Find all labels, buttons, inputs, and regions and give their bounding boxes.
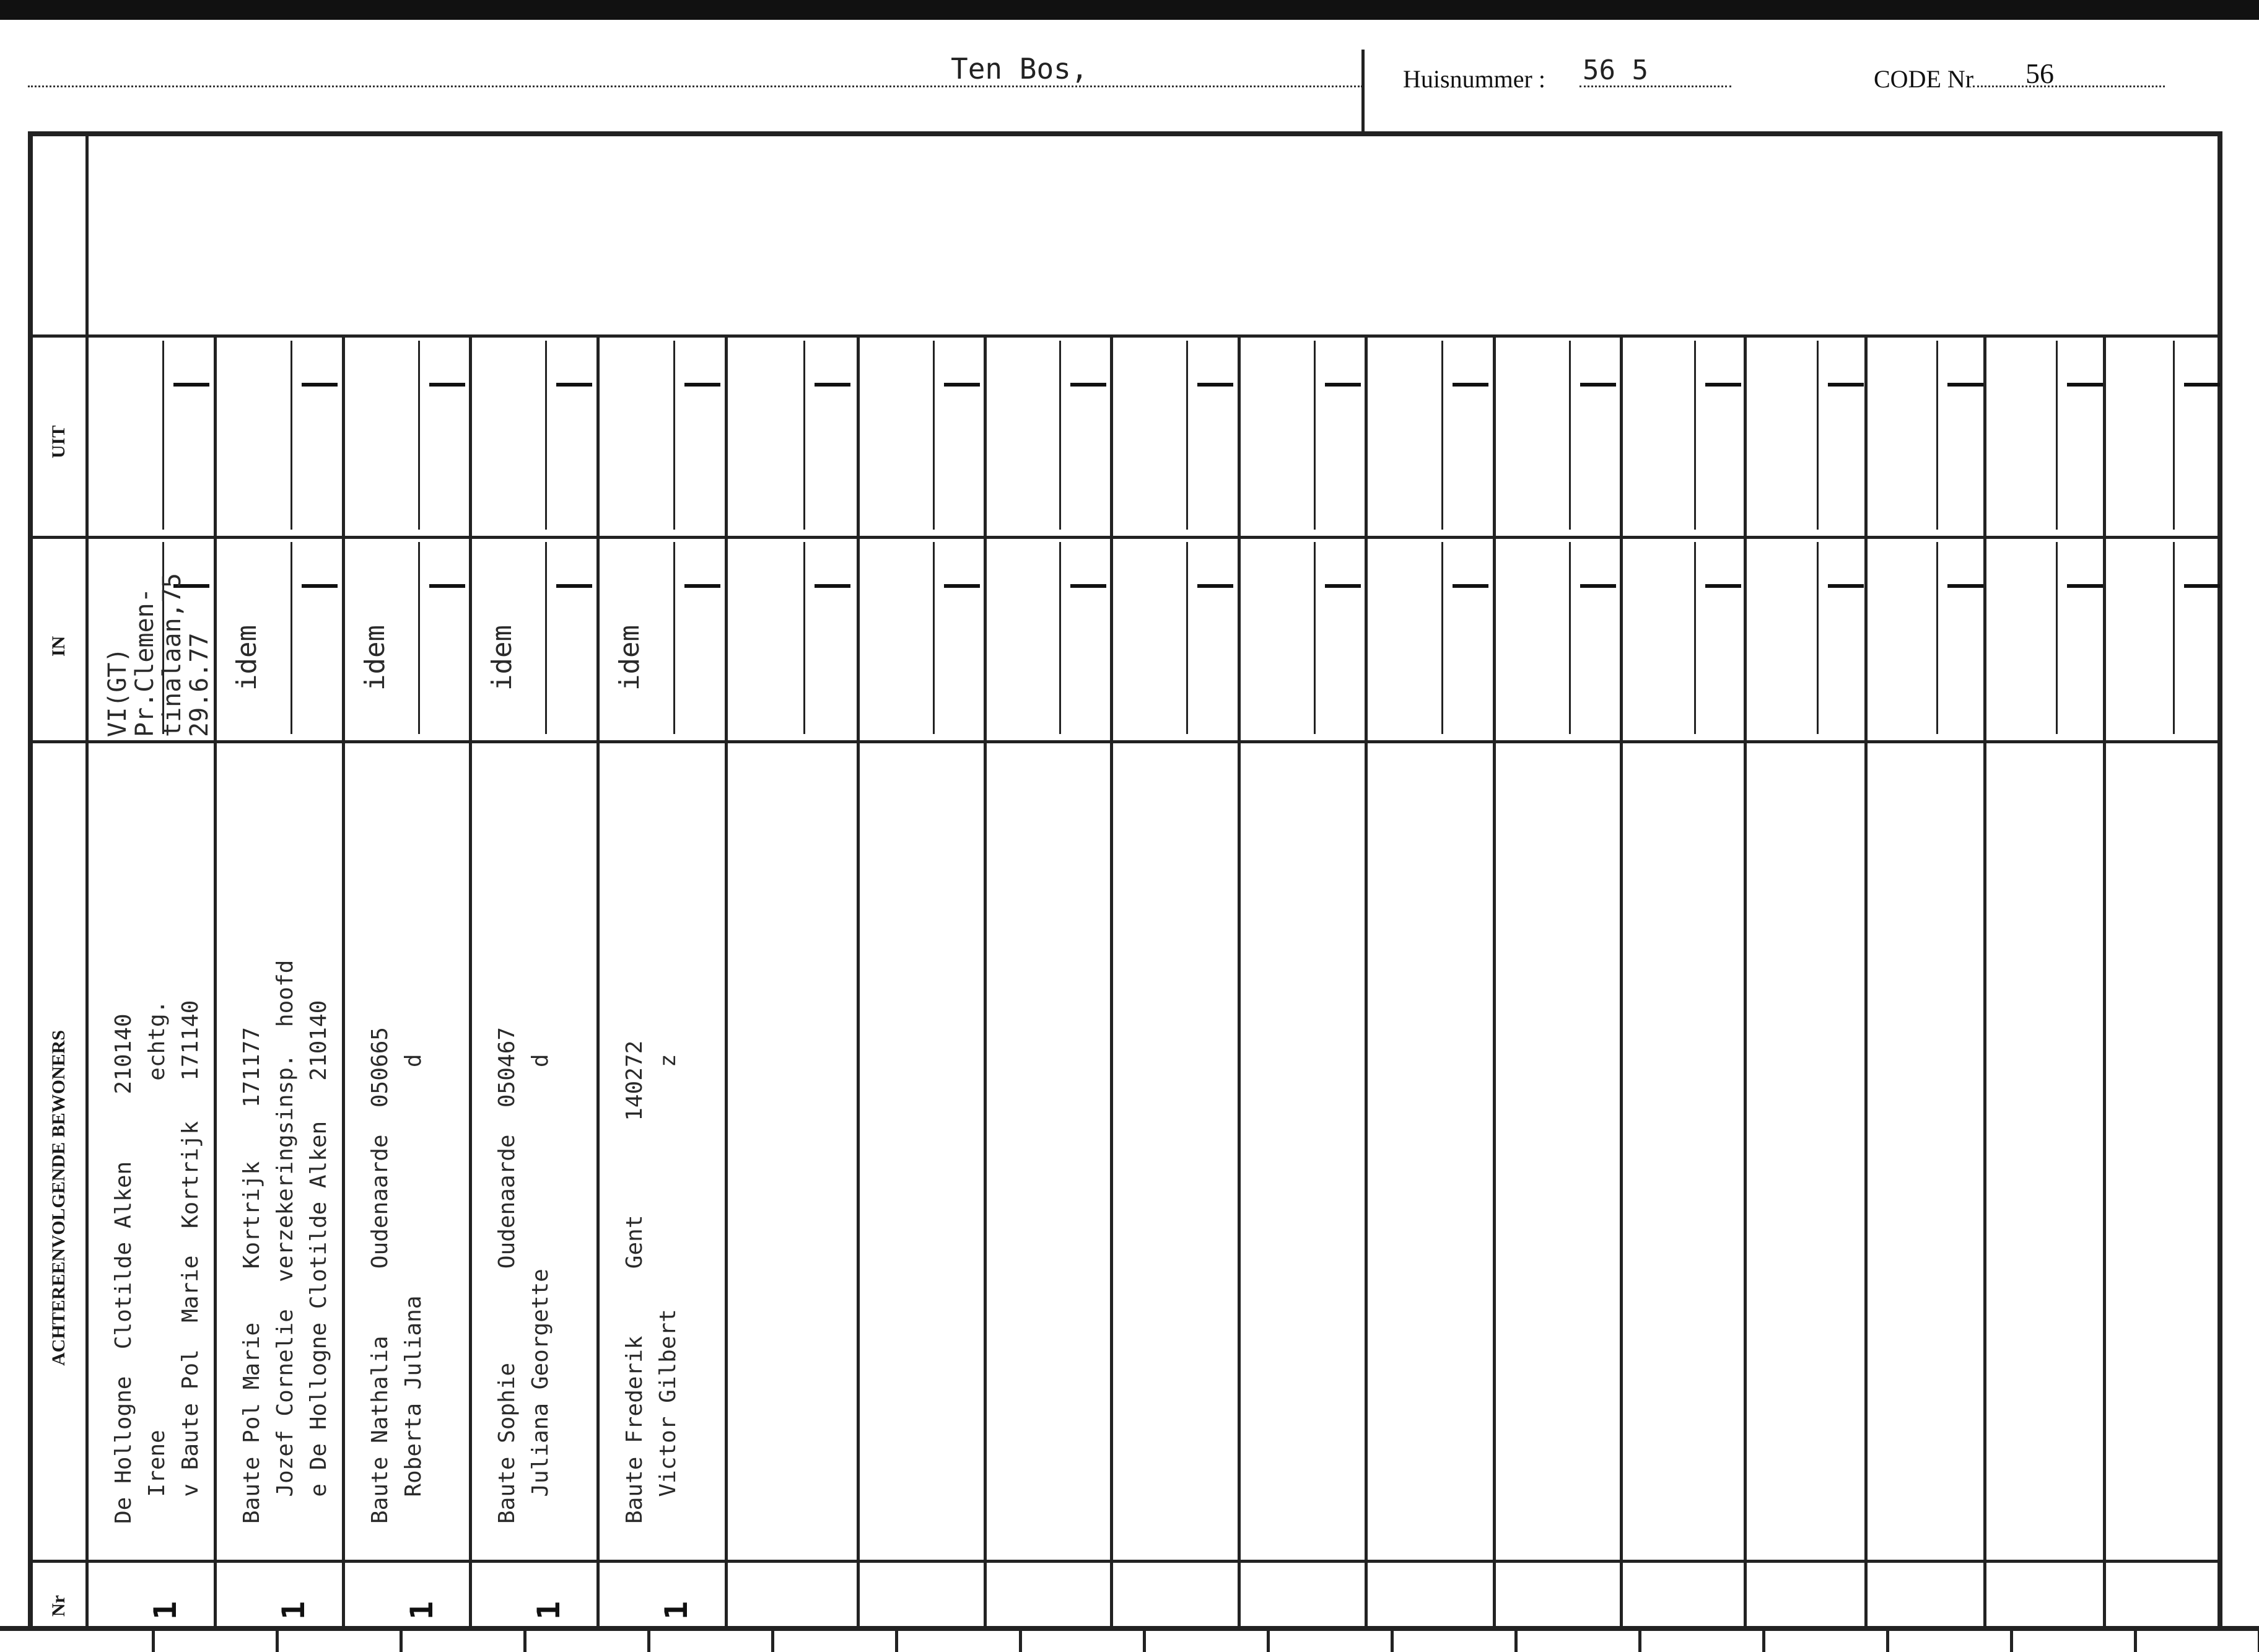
uit-subcell-divider xyxy=(1314,341,1316,530)
entry-in-line: idem xyxy=(614,625,645,691)
in-dash-mark xyxy=(2067,584,2103,588)
uit-subcell-divider xyxy=(1569,341,1571,530)
entry-bewoner-text xyxy=(364,1027,430,1524)
entry-bewoner-line: Irene echtg. xyxy=(144,1000,170,1524)
entry-bewoner-line: Baute Sophie Oudenaarde 050467 xyxy=(494,1027,520,1524)
uit-subcell-divider xyxy=(803,341,805,530)
column-divider xyxy=(984,334,987,1628)
uit-dash-mark xyxy=(1828,383,1864,387)
entry-in-text xyxy=(232,625,262,691)
entry-bewoner-text xyxy=(107,1000,208,1524)
bottom-tick-mark xyxy=(1514,1628,1518,1652)
entry-bewoner-line: Jozef Cornelie verzekeringsinsp. hoofd xyxy=(273,959,298,1524)
uit-dash-mark xyxy=(684,383,720,387)
column-divider xyxy=(1864,334,1868,1628)
entry-bewoner-line: v Baute Pol Marie Kortrijk 171140 xyxy=(178,1000,203,1524)
column-divider xyxy=(1110,334,1113,1628)
in-dash-mark xyxy=(1325,584,1361,588)
huisnummer-label: Huisnummer : xyxy=(1403,65,1545,93)
in-dash-mark xyxy=(302,584,338,588)
in-dash-mark xyxy=(1828,584,1864,588)
in-subcell-divider xyxy=(1817,542,1819,734)
code-label: CODE Nr xyxy=(1874,65,1974,93)
bottom-tick-mark xyxy=(1391,1628,1394,1652)
uit-subcell-divider xyxy=(1936,341,1938,530)
uit-subcell-divider xyxy=(291,341,292,530)
uit-subcell-divider xyxy=(2173,341,2175,530)
entry-in-line: tinalaan,75 xyxy=(158,573,186,737)
column-divider xyxy=(2103,334,2106,1628)
in-dash-mark xyxy=(1197,584,1233,588)
in-subcell-divider xyxy=(2056,542,2058,734)
in-subcell-divider xyxy=(1694,542,1696,734)
in-subcell-divider xyxy=(1059,542,1061,734)
bottom-tick-mark xyxy=(771,1628,774,1652)
entry-nr: 1 xyxy=(404,1601,440,1620)
row-divider-uit xyxy=(28,334,2221,338)
entry-bewoner-text xyxy=(235,960,336,1524)
bottom-tick-mark xyxy=(1638,1628,1641,1652)
in-row-label: IN xyxy=(48,636,69,657)
column-divider xyxy=(1365,334,1368,1628)
entry-in-line: Pr.Clemen- xyxy=(131,588,159,737)
in-subcell-divider xyxy=(1314,542,1316,734)
entry-in-line: idem xyxy=(486,625,518,691)
table-left-border xyxy=(28,131,33,1629)
bottom-tick-mark xyxy=(2134,1628,2137,1652)
code-value: 56 xyxy=(2025,58,2054,89)
in-dash-mark xyxy=(1947,584,1983,588)
row-divider-nr xyxy=(28,1560,2221,1563)
uit-dash-mark xyxy=(302,383,338,387)
entry-in-line: 29.6.77 xyxy=(185,632,214,737)
column-divider xyxy=(1493,334,1496,1628)
bottom-tick-mark xyxy=(2010,1628,2013,1652)
entry-bewoner-line: Roberta Juliana d xyxy=(401,1054,426,1524)
column-divider xyxy=(342,334,345,1628)
entry-bewoner-line: Baute Frederik Gent 140272 xyxy=(622,1040,647,1524)
top-scan-edge xyxy=(0,0,2259,20)
uit-subcell-divider xyxy=(545,341,547,530)
uit-dash-mark xyxy=(1947,383,1983,387)
entry-nr: 1 xyxy=(276,1601,312,1620)
column-divider xyxy=(1744,334,1747,1628)
code-dotted-line xyxy=(1973,85,2165,87)
entry-in-text xyxy=(487,625,517,691)
uit-dash-mark xyxy=(429,383,465,387)
entry-in-text xyxy=(615,625,645,691)
column-divider xyxy=(596,334,600,1628)
entry-bewoner-line: Juliana Georgette d xyxy=(528,1054,553,1524)
in-dash-mark xyxy=(2184,584,2220,588)
entry-in-line: idem xyxy=(359,625,391,691)
entry-nr: 1 xyxy=(147,1601,183,1620)
entry-bewoner-line: Baute Pol Marie Kortrijk 171177 xyxy=(239,1027,264,1524)
entry-in-line: idem xyxy=(231,625,263,691)
uit-subcell-divider xyxy=(1441,341,1443,530)
table-right-border xyxy=(2217,131,2222,1629)
in-dash-mark xyxy=(1580,584,1616,588)
uit-subcell-divider xyxy=(1694,341,1696,530)
in-dash-mark xyxy=(429,584,465,588)
header-divider xyxy=(1361,50,1365,133)
in-subcell-divider xyxy=(545,542,547,734)
table-bottom-border xyxy=(0,1626,2259,1631)
label-column-divider xyxy=(85,131,89,1629)
column-divider xyxy=(725,334,728,1628)
column-divider xyxy=(1983,334,1986,1628)
bewoners-row-label: ACHTEREENVOLGENDE BEWONERS xyxy=(48,1029,69,1366)
location-text: Ten Bos, xyxy=(951,52,1088,85)
street-dotted-line xyxy=(28,85,1363,87)
uit-dash-mark xyxy=(556,383,592,387)
in-subcell-divider xyxy=(1186,542,1188,734)
in-dash-mark xyxy=(556,584,592,588)
uit-dash-mark xyxy=(1705,383,1741,387)
uit-dash-mark xyxy=(2067,383,2103,387)
entry-bewoner-line: Baute Nathalia Oudenaarde 050665 xyxy=(367,1027,393,1524)
entry-in-text xyxy=(104,573,213,737)
huisnummer-value: 56 5 xyxy=(1583,55,1648,86)
bottom-tick-mark xyxy=(1762,1628,1765,1652)
entry-bewoner-text xyxy=(491,1027,557,1524)
in-dash-mark xyxy=(1453,584,1488,588)
entry-bewoner-line: e De Hollogne Clotilde Alken 210140 xyxy=(306,1000,331,1524)
column-divider xyxy=(469,334,472,1628)
in-subcell-divider xyxy=(2173,542,2175,734)
uit-subcell-divider xyxy=(1817,341,1819,530)
column-divider xyxy=(214,334,217,1628)
entry-bewoner-line: De Hollogne Clotilde Alken 210140 xyxy=(111,1013,136,1524)
entry-nr: 1 xyxy=(531,1601,567,1620)
uit-dash-mark xyxy=(173,383,209,387)
in-subcell-divider xyxy=(673,542,675,734)
row-divider-bewoners xyxy=(28,740,2221,743)
uit-dash-mark xyxy=(1580,383,1616,387)
bottom-tick-mark xyxy=(895,1628,898,1652)
in-subcell-divider xyxy=(803,542,805,734)
column-divider xyxy=(1238,334,1241,1628)
bottom-tick-mark xyxy=(523,1628,527,1652)
uit-dash-mark xyxy=(815,383,850,387)
bottom-tick-mark xyxy=(647,1628,650,1652)
in-dash-mark xyxy=(815,584,850,588)
uit-dash-mark xyxy=(1325,383,1361,387)
uit-dash-mark xyxy=(1453,383,1488,387)
in-dash-mark xyxy=(1705,584,1741,588)
uit-subcell-divider xyxy=(673,341,675,530)
entry-nr: 1 xyxy=(658,1601,694,1620)
uit-dash-mark xyxy=(2184,383,2220,387)
uit-subcell-divider xyxy=(1186,341,1188,530)
in-dash-mark xyxy=(684,584,720,588)
nr-row-label: Nr xyxy=(48,1595,69,1617)
entry-in-text xyxy=(360,625,390,691)
uit-subcell-divider xyxy=(933,341,935,530)
in-dash-mark xyxy=(1070,584,1106,588)
column-divider xyxy=(1620,334,1623,1628)
bottom-tick-mark xyxy=(152,1628,155,1652)
table-top-border xyxy=(28,131,2221,136)
uit-row-label: UIT xyxy=(48,425,69,458)
row-divider-in xyxy=(28,536,2221,539)
uit-subcell-divider xyxy=(418,341,420,530)
in-subcell-divider xyxy=(291,542,292,734)
bottom-tick-mark xyxy=(1143,1628,1146,1652)
entry-bewoner-text xyxy=(618,1041,685,1524)
bottom-tick-mark xyxy=(276,1628,279,1652)
entry-bewoner-line: Victor Gilbert z xyxy=(655,1054,681,1524)
bottom-tick-mark xyxy=(400,1628,403,1652)
column-divider xyxy=(857,334,860,1628)
in-subcell-divider xyxy=(1569,542,1571,734)
bottom-tick-mark xyxy=(1019,1628,1022,1652)
uit-subcell-divider xyxy=(2056,341,2058,530)
bottom-tick-mark xyxy=(1886,1628,1889,1652)
bottom-tick-mark xyxy=(1267,1628,1270,1652)
in-subcell-divider xyxy=(1936,542,1938,734)
in-subcell-divider xyxy=(1441,542,1443,734)
uit-subcell-divider xyxy=(162,341,164,530)
uit-dash-mark xyxy=(1197,383,1233,387)
in-subcell-divider xyxy=(418,542,420,734)
entry-in-line: VI(GT) xyxy=(103,647,132,737)
uit-dash-mark xyxy=(1070,383,1106,387)
uit-dash-mark xyxy=(944,383,980,387)
in-subcell-divider xyxy=(933,542,935,734)
in-dash-mark xyxy=(944,584,980,588)
uit-subcell-divider xyxy=(1059,341,1061,530)
